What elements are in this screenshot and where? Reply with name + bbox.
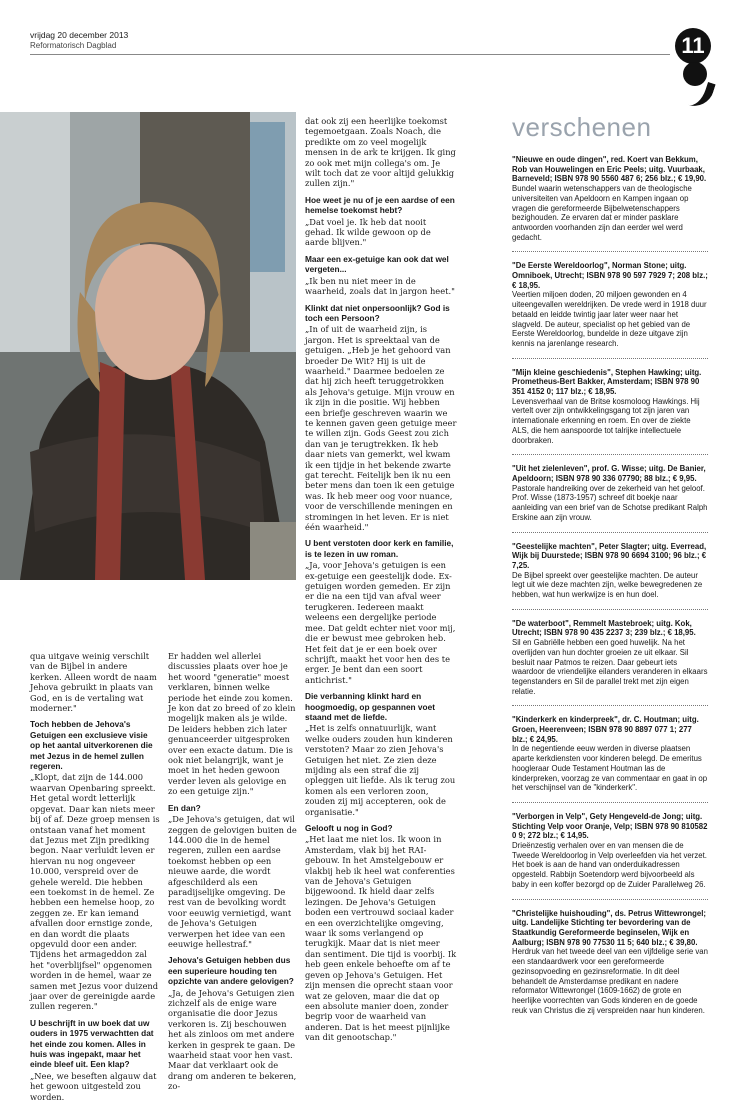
- col1-paragraph: „Klopt, dat zijn de 144.000 waarvan Openbaring spreekt. Het getal wordt letterlijk opgevat. Daar kan niets meer bij of af. Deze groep mensen is ontstaan vanaf het moment dat Jezus met Zijn prediking begon. Naar verluidt leven er hiervan nu nog ongeveer 10.000, verspreid over de gehele wereld. Die hebben een toekomst in de hemel. Ze hebben een hemelse hoop, zo zeggen ze. Er kan iemand afvallen door ernstige zonde, en dan wordt die plaats opgevuld door een ander. Tijdens het armageddon zal het "overblijfsel" opgenomen worden in de hemel, waar ze samen met Jezus voor duizend jaar over de gereinigde aarde zullen regeren.": [30, 772, 160, 1012]
- book-heading: "De Eerste Wereldoorlog", Norman Stone; uitg. Omniboek, Utrecht; ISBN 978 90 597 7929 7; 208 blz.; € 18,95.: [512, 261, 708, 290]
- book-heading: "Geestelijke machten", Peter Slagter; uitg. Everread, Wijk bij Duurstede; ISBN 978 90 6694 3100; 96 blz.; € 7,25.: [512, 541, 707, 570]
- col2-paragraph: Er hadden wel allerlei discussies plaats over hoe je het woord "generatie" moest verklaren, binnen welke periode het einde zou komen. Je kon dat zo breed of zo klein mogelijk maken als je wilde. De leiders hebben zich later genuanceerder uitgesproken over een exacte datum. Die is ook niet belangrijk, want je moet in het heden gewoon verder leven als gelovige en zo een getuige zijn.": [168, 651, 296, 797]
- col3-question: U bent verstoten door kerk en familie, is te lezen in uw roman.: [305, 538, 454, 559]
- newspaper-name: Reformatorisch Dagblad: [30, 41, 117, 50]
- col3-question: Klinkt dat niet onpersoonlijk? God is toch een Persoon?: [305, 302, 450, 323]
- col2-paragraph: „Ja, de Jehova's Getuigen zien zichzelf als de enige ware organisatie die door Jezus verkoren is. Zij beschouwen het als zinloos om met andere kerken in gesprek te gaan. De waarheid staat voor hen vast. Maar dat verklaart ook de drang om anderen te bekeren, zo-: [168, 987, 297, 1092]
- book-item: [512, 812, 708, 900]
- col3-paragraph: dat ook zij een heerlijke toekomst tegemoetgaan. Zoals Noach, die predikte om zo veel mogelijk mensen in de ark te krijgen. Ik ging zo ook met mijn collega's om. Je wilt toch dat ze voor altijd gelukkig zullen zijn.": [305, 116, 456, 189]
- book-description: Bundel waarin wetenschappers van de theologische universiteiten van Apeldoorn en Kampen ingaan op vragen die gereformeerde Bijbelwetenschappers bezighouden. Ze ervaren dat er minder pasklare antwoorden voorhanden zijn dan eerder wel werd gedacht.: [512, 184, 692, 242]
- col3-question: Hoe weet je nu of je een aardse of een hemelse toekomst hebt?: [305, 194, 455, 216]
- col3-paragraph: „Het laat me niet los. Ik woon in Amsterdam, vlak bij het RAI-gebouw. In het Amstelgebouw er vlakbij heb ik heel wat conferenties van de Jehova's Getuigen bijgewoond. Ik hield daar zelfs lezingen. De Jehova's Getuigen boden een vertrouwd sociaal kader en een overzichtelijke omgeving, waar ik soms verlangend op terugkijk. Maar dat is niet meer dan sentiment. Die tijd is voorbij. Ik heb geen enkele behoefte om af te geven op Jehova's Getuigen. Het zijn mensen die oprecht staan voor wat ze geloven, maar die dat op een absolute manier doen, zonder begrip voor de waarheid van anderen. Dat is het meest pijnlijke van dit genootschap.": [305, 834, 457, 1043]
- col3-question: Die verbanning klinkt hard en hoogmoedig, op gespannen voet staand met de liefde.: [305, 691, 435, 722]
- col1-paragraph: qua uitgave weinig verschilt van de Bijbel in andere kerken. Alleen wordt de naam Jehova gebruikt in plaats van God, en is de vertaling wat moderner.": [30, 651, 157, 714]
- col3-question: Gelooft u nog in God?: [305, 823, 393, 833]
- book-heading: "Uit het zielenleven", prof. G. Wisse; uitg. De Banier, Apeldoorn; ISBN 978 90 336 07790; 88 blz.; € 9,95.: [512, 464, 706, 483]
- book-description: De Bijbel spreekt over geestelijke machten. De auteur legt uit wie deze machten zijn, welke bewegredenen ze hebben, wat hun werkwijze is en hun doel.: [512, 570, 703, 600]
- article-column-3: [305, 116, 457, 1049]
- book-item: [512, 464, 708, 532]
- col1-question: Toch hebben de Jehova's Getuigen een exclusieve visie op het aantal uitverkorenen die met Jezus in de hemel zullen regeren.: [30, 719, 153, 772]
- col1-paragraph: „Nee, we beseften algauw dat het gewoon uitgesteld zou worden.: [30, 1070, 157, 1102]
- book-description: Levensverhaal van de Britse kosmoloog Hawkings. Hij vertelt over zijn ontwikkelingsgang tot zijn jaren van internationale erkenning en roem. En over de ziekte ALS, die hem aanspoorde tot talrijke intellectuele doorbraken.: [512, 396, 700, 445]
- book-item: [512, 155, 708, 252]
- book-description: Drieënzestig verhalen over en van mensen die de Tweede Wereldoorlog in Velp overleefden via het verzet. Het boek is aan de hand van onderduikadressen opgesteld. Rabbijn Soetendorp werd bijvoorbeeld als baby in een koffer bezorgd op de Zuider Parallelweg 26.: [512, 841, 707, 889]
- book-item: [512, 715, 708, 803]
- article-column-2: [168, 651, 298, 1098]
- book-heading: "De waterboot", Remmelt Mastebroek; uitg. Kok, Utrecht; ISBN 978 90 435 2237 3; 239 blz.; € 18,95.: [512, 618, 696, 638]
- book-item: [512, 909, 708, 1025]
- col3-paragraph: „Dat voel je. Ik heb dat nooit gehad. Ik wilde gewoon op de aarde blijven.": [305, 216, 431, 248]
- book-heading: "Nieuwe en oude dingen", red. Koert van Bekkum, Rob van Houwelingen en Eric Peels; uitg. Vuurbaak, Barneveld; ISBN 978 90 5560 487 6; 256 blz.; € 19,90.: [512, 155, 707, 184]
- book-description: Veertien miljoen doden, 20 miljoen gewonden en 4 uiteengevallen wereldrijken. De vrede werd in 1918 duur betaald en leidde twintig jaar later weer naar het slagveld. De auteur, specialist op het gebied van de Eerste Wereldoorlog, bundelde in deze uitgave zijn kennis na jarenlange research.: [512, 290, 707, 348]
- book-list: [512, 155, 708, 1033]
- book-heading: "Christelijke huishouding", ds. Petrus Wittewrongel; uitg. Landelijke Stichting ter bevordering van de Staatkundig Gereformeerde beginselen, Wijk en Aalburg; ISBN 978 90 77530 11 5; 640 blz.; € 39,80.: [512, 908, 707, 947]
- sidebar-title: verschenen: [512, 112, 652, 142]
- col3-paragraph: „Het is zelfs onnatuurlijk, want welke ouders zouden hun kinderen verstoten? Maar zo zien Jehova's Getuigen het niet. Ze zien deze mijding als een straf die zij opleggen uit liefde. Als ik terug zou komen als een verloren zoon, zouden zij mij accepteren, ook de organisatie.": [305, 723, 456, 817]
- book-description: In de negentiende eeuw werden in diverse plaatsen aparte kerkdiensten voor kinderen belegd. De emeritus hoogleraar Oude Testament Houtman las de kinderpreken, voorzag ze van commentaar en gaat in op het verschijnsel van de "kinderkerk".: [512, 744, 708, 793]
- issue-date: vrijdag 20 december 2013: [30, 30, 129, 40]
- book-item: [512, 542, 708, 610]
- col3-question: Maar een ex-getuige kan ook dat wel vergeten...: [305, 253, 449, 275]
- header-rule: [30, 54, 670, 55]
- page-number: 11: [675, 28, 711, 64]
- book-heading: "Mijn kleine geschiedenis", Stephen Hawking; uitg. Prometheus-Bert Bakker, Amsterdam; ISBN 978 90 351 4152 0; 117 blz.; € 18,95.: [512, 367, 702, 397]
- col3-paragraph: „In of uit de waarheid zijn, is jargon. Het is spreektaal van de getuigen. „Heb je het gehoord van broeder De Wit? Hij is uit de waarheid." Daarmee bedoelen ze dat hij zich heeft teruggetrokken als Jehova's getuige. Mijn vrouw en ik zijn in die positie. Wij hebben een briefje geschreven waarin we te kennen gaven geen getuige meer te willen zijn. Gods Geest zou zich dan van je terugtrekken. Ik heb daar niets van gemerkt, wel kwam ik een tijdje in het bekende zwarte gat terecht. Feitelijk ben ik nu een beter mens dan toen ik een getuige was. Ik heb meer oog voor nuance, voor de verschillende meningen en stromingen in het leven. Er is niet één waarheid.": [305, 324, 457, 533]
- col3-paragraph: „Ik ben nu niet meer in de waarheid, zoals dat in jargon heet.": [305, 275, 455, 297]
- book-item: [512, 368, 708, 456]
- book-heading: "Verborgen in Velp", Gety Hengeveld-de Jong; uitg. Stichting Velp voor Oranje, Velp; ISBN 978 90 810582 0 9; 272 blz.; € 14,95.: [512, 811, 708, 841]
- author-photo: [0, 112, 296, 580]
- book-description: Pastorale handreiking over de zekerheid van het geloof. Prof. Wisse (1873-1957) schreef dit boekje naar aanleiding van een brief van de Schotse predikant Ralph Erskine aan zijn vrouw.: [512, 483, 708, 522]
- col2-question: En dan?: [168, 802, 201, 813]
- col2-question: Jehova's Getuigen hebben dus een superieure houding ten opzichte van andere gelovigen?: [168, 955, 294, 987]
- book-description: Herdruk van het tweede deel van een vijfdelige serie van een standaardwerk voor een gereformeerde gezinsopvoeding en gezinsreformatie. In dit deel behandelt de Amsterdamse predikant en nadere reformator Wittewrongel (1609-1662) de grote en heerlijke voorrechten van Gods kinderen en de goede reuk van Christus die zij verspreiden naar hun kinderen.: [512, 947, 708, 1015]
- book-heading: "Kinderkerk en kinderpreek", dr. C. Houtman; uitg. Groen, Heerenveen; ISBN 978 90 8897 077 1; 277 blz.; € 24,95.: [512, 715, 699, 744]
- col1-question: U beschrijft in uw boek dat uw ouders in 1975 verwachtten dat het einde zou komen. Alles in huis was ingepakt, maar het einde bleef uit. Een klap?: [30, 1017, 154, 1070]
- article-column-1: [30, 651, 160, 1108]
- col2-paragraph: „De Jehova's getuigen, dat wil zeggen de gelovigen buiten de 144.000 die in de hemel regeren, zullen een aardse toekomst hebben op een nieuwe aarde, die wordt afgeschilderd als een paradijselijke omgeving. De rest van de bevolking wordt voor eeuwig vernietigd, want de Jehova's Getuigen verwerpen het idee van een eeuwige hellestraf.": [168, 814, 297, 949]
- book-item: [512, 619, 708, 707]
- book-item: [512, 261, 708, 358]
- col3-paragraph: „Ja, voor Jehova's getuigen is een ex-getuige een geestelijk dode. Ex-getuigen worden gemeden. Er zijn er die na een tijd van afval weer terugkeren. Iedereen maakt weleens een dergelijke periode mee. Dat geldt echter niet voor mij, die er bewust mee gebroken heb. Het feit dat je er een boek over schrijft, maakt het voor hen des te erger. Je bent dan een soort antichrist.": [305, 560, 456, 685]
- book-description: Sil en Gabriëlle hebben een goed huwelijk. Na het overlijden van hun dochter groeien ze uit elkaar. Sil besluit naar Patmos te reizen. Daar gebeurt iets waardoor de vriendelijke eilanders veranderen in elkaars tegenstanders en Sil de parallel trekt met zijn eigen relatie.: [512, 638, 708, 696]
